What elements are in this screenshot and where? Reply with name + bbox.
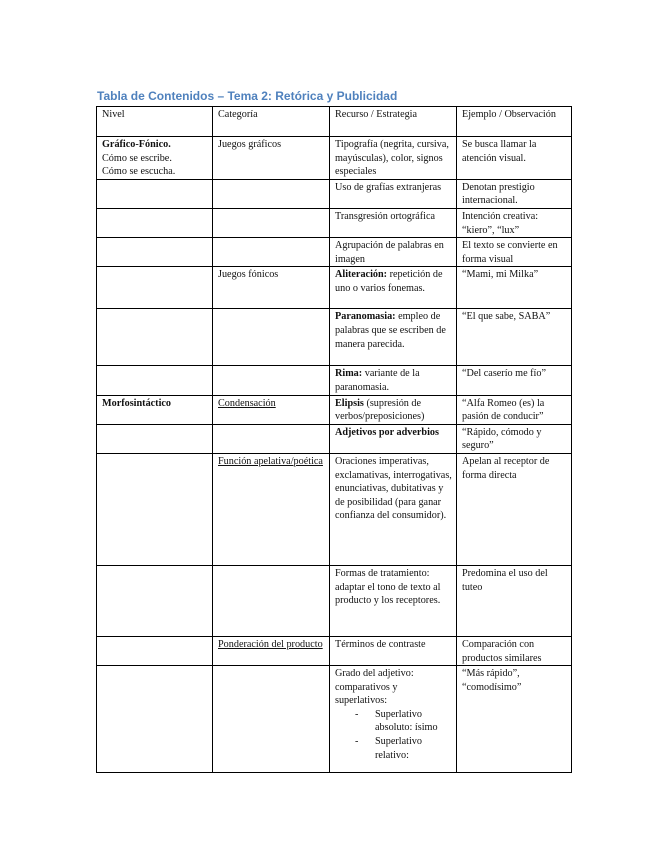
- table-row: [97, 666, 572, 773]
- recurso-cell: [330, 309, 457, 366]
- categoria-cell: Condensación: [213, 395, 330, 424]
- categoria-cell: Ponderación del producto: [213, 636, 330, 665]
- table-row: [97, 565, 572, 636]
- ejemplo-cell: Apelan al receptor de forma directa: [457, 453, 572, 565]
- recurso-cell: [330, 267, 457, 309]
- table-row: [97, 137, 572, 180]
- table-row: [97, 179, 572, 208]
- ejemplo-cell: Predomina el uso del tuteo: [457, 565, 572, 636]
- categoria-cell: [213, 565, 330, 636]
- categoria-cell: [213, 366, 330, 395]
- recurso-text: empleo de palabras que se escriben de manera parecida.: [335, 311, 446, 350]
- ejemplo-cell: “Más rápido”, “comodísimo”: [457, 666, 572, 773]
- nivel-cell: [97, 424, 213, 453]
- categoria-cell: [213, 238, 330, 267]
- categoria-cell: Función apelativa/poética: [213, 453, 330, 565]
- table-row: [97, 453, 572, 565]
- ejemplo-cell: “El que sabe, SABA”: [457, 309, 572, 366]
- ejemplo-cell: El texto se convierte en forma visual: [457, 238, 572, 267]
- recurso-text: (supresión de verbos/preposiciones): [335, 397, 425, 423]
- table-row: [97, 238, 572, 267]
- categoria-cell: Juegos fónicos: [213, 267, 330, 309]
- superlative-list: [335, 708, 452, 762]
- nivel-line: Cómo se escribe.: [102, 152, 172, 164]
- categoria-cell: [213, 666, 330, 773]
- recurso-cell: Agrupación de palabras en imagen: [330, 238, 457, 267]
- recurso-cell: Formas de tratamiento: adaptar el tono de texto al producto y los receptores.: [330, 565, 457, 636]
- table-row: [97, 267, 572, 309]
- ejemplo-cell: Comparación con productos similares: [457, 636, 572, 665]
- recurso-term: Aliteración:: [335, 269, 388, 281]
- document-title: Tabla de Contenidos – Tema 2: Retórica y Publicidad: [97, 89, 398, 103]
- ejemplo-cell: Se busca llamar la atención visual.: [457, 137, 572, 180]
- ejemplo-cell: “Mami, mi Milka”: [457, 267, 572, 309]
- nivel-line: Cómo se escucha.: [102, 166, 176, 178]
- categoria-cell: [213, 179, 330, 208]
- recurso-text: repetición de uno o varios fonemas.: [335, 269, 443, 294]
- table-header-row: [97, 107, 572, 137]
- ejemplo-cell: “Del caserío me fío”: [457, 366, 572, 395]
- table-row: [97, 395, 572, 424]
- nivel-cell: [97, 208, 213, 237]
- recurso-term: Rima:: [335, 368, 363, 380]
- nivel-cell: [97, 179, 213, 208]
- nivel-cell: [97, 636, 213, 665]
- ejemplo-cell: “Alfa Romeo (es) la pasión de conducir”: [457, 395, 572, 424]
- list-item: - Superlativo relativo:: [335, 735, 452, 762]
- contents-table: [96, 106, 572, 773]
- recurso-cell: Tipografía (negrita, cursiva, mayúsculas), color, signos especiales: [330, 137, 457, 180]
- list-item: - Superlativo absoluto: ísimo: [335, 708, 452, 735]
- recurso-cell: Adjetivos por adverbios: [330, 424, 457, 453]
- ejemplo-cell: Denotan prestigio internacional.: [457, 179, 572, 208]
- recurso-cell: [330, 666, 457, 773]
- recurso-cell: Términos de contraste: [330, 636, 457, 665]
- recurso-cell: [330, 395, 457, 424]
- table-row: [97, 309, 572, 366]
- nivel-cell: [97, 366, 213, 395]
- nivel-cell: [97, 137, 213, 180]
- categoria-cell: Juegos gráficos: [213, 137, 330, 180]
- table-row: [97, 424, 572, 453]
- recurso-term: Paranomasia:: [335, 311, 396, 323]
- nivel-cell: [97, 453, 213, 565]
- ejemplo-cell: “Rápido, cómodo y seguro”: [457, 424, 572, 453]
- nivel-cell: Morfosintáctico: [97, 395, 213, 424]
- table-row: [97, 208, 572, 237]
- nivel-cell: [97, 238, 213, 267]
- categoria-cell: [213, 208, 330, 237]
- nivel-cell: [97, 309, 213, 366]
- table-row: [97, 366, 572, 395]
- recurso-cell: Uso de grafías extranjeras: [330, 179, 457, 208]
- nivel-cell: [97, 267, 213, 309]
- nivel-title: Gráfico-Fónico.: [102, 139, 171, 150]
- categoria-cell: [213, 309, 330, 366]
- recurso-text: variante de la paranomasia.: [335, 368, 420, 393]
- header-ejemplo: Ejemplo / Observación: [457, 107, 572, 137]
- table-row: [97, 636, 572, 665]
- recurso-cell: Transgresión ortográfica: [330, 208, 457, 237]
- header-categoria: Categoría: [213, 107, 330, 137]
- header-recurso: Recurso / Estrategia: [330, 107, 457, 137]
- recurso-term: Elipsis: [335, 397, 364, 409]
- header-nivel: Nivel: [97, 107, 213, 137]
- categoria-cell: [213, 424, 330, 453]
- recurso-text: Grado del adjetivo: comparativos y superlativos:: [335, 668, 414, 707]
- nivel-cell: [97, 666, 213, 773]
- nivel-cell: [97, 565, 213, 636]
- recurso-cell: Oraciones imperativas, exclamativas, interrogativas, enunciativas, dubitativas y de posibilidad (para ganar confianza del consumidor).: [330, 453, 457, 565]
- ejemplo-cell: Intención creativa: “kiero”, “lux”: [457, 208, 572, 237]
- recurso-cell: [330, 366, 457, 395]
